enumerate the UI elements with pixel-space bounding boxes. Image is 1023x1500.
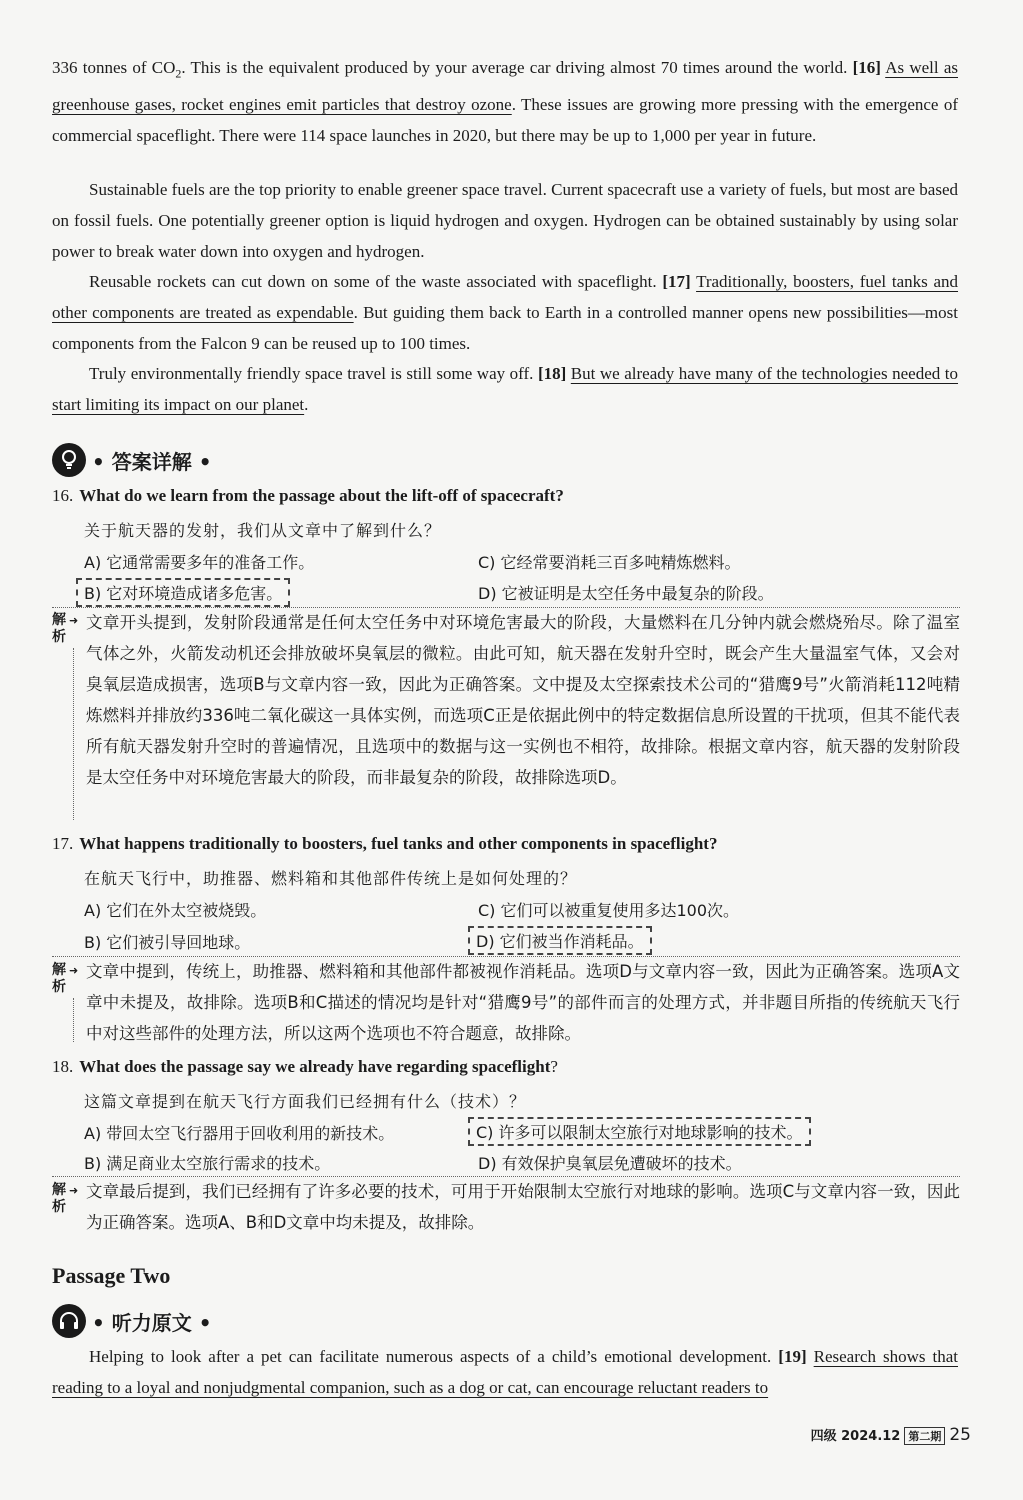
issue-tag: 第二期 <box>904 1427 945 1445</box>
explanation-label: 解析 ➜ <box>52 962 79 995</box>
question-17-option-b: B) 它们被引导回地球。 <box>84 933 251 952</box>
question-18-title: 18. What does the passage say we already have regarding spaceflight? <box>52 1057 558 1076</box>
question-18-chinese: 这篇文章提到在航天飞行方面我们已经拥有什么（技术）？ <box>84 1092 527 1111</box>
question-16-chinese: 关于航天器的发射，我们从文章中了解到什么？ <box>84 521 442 540</box>
question-16-correct-option-b: B) 它对环境造成诸多危害。 <box>76 578 290 607</box>
lightbulb-icon <box>52 443 86 477</box>
question-17-chinese: 在航天飞行中，助推器、燃料箱和其他部件传统上是如何处理的？ <box>84 869 578 888</box>
question-18-option-a: A) 带回太空飞行器用于回收利用的新技术。 <box>84 1124 395 1143</box>
passage-paragraph-2: Sustainable fuels are the top priority to enable greener space travel. Current spacecraft use a variety of fuels, but most are based on fossil fuels. One potentially greener option is liquid hydrogen and oxygen. Hydrogen can be obtained sustainably by using solar power to break water down into oxygen and hydrogen. <box>52 180 958 261</box>
passage-paragraph-1: 336 tonnes of $CO_2$. This is the equivalent produced by your average car driving almost 70 times around the world. [16] As well as greenhouse gases, rocket engines emit particles that destroy ozone. These issues are growing more pressing with the emergence of commercial spaceflight. There were 114 space launches in 2020, but there may be up to 1,000 per year in future. <box>52 58 958 146</box>
question-16-explanation: 文章开头提到，发射阶段通常是任何太空任务中对环境危害最大的阶段，大量燃料在几分钟内就会燃烧殆尽。除了温室气体之外，火箭发动机还会排放破坏臭氧层的微粒。由此可知，航天器在发射升空时，既会产生大量温室气体，又会对臭氧层造成损害，选项B与文章内容一致，因此为正确答案。文中提及太空探索技术公司的“猎鹰9号”火箭消耗112吨精炼燃料并排放约336吨二氧化碳这一具体实例，而选项C正是依据此例中的特定数据信息所设置的干扰项，但其不能代表所有航天器发射升空时的普遍情况，且选项中的数据与这一实例也不相符，故排除。根据文章内容，航天器的发射阶段是太空任务中对环境危害最大的阶段，而非最复杂的阶段，故排除选项D。 <box>86 613 960 787</box>
page-number: 25 <box>949 1425 971 1445</box>
explanation-label: 解析 ➜ <box>52 1182 79 1215</box>
question-18-explanation: 文章最后提到，我们已经拥有了许多必要的技术，可用于开始限制太空旅行对地球的影响。选项C与文章内容一致，因此为正确答案。选项A、B和D文章中均未提及，故排除。 <box>86 1182 960 1232</box>
question-17-option-a: A) 它们在外太空被烧毁。 <box>84 901 267 920</box>
passage-paragraph-4: Truly environmentally friendly space travel is still some way off. [18] But we already have many of the technologies needed to start limiting its impact on our planet. <box>52 364 959 414</box>
underlined-key-sentence: Research shows that reading to a loyal and nonjudgmental companion, such as a dog or cat, can encourage reluctant readers to <box>52 1347 958 1397</box>
answers-section-header: • 答案详解 • <box>52 443 212 477</box>
question-18-option-d: D) 有效保护臭氧层免遭破坏的技术。 <box>478 1154 742 1173</box>
listening-script-header: • 听力原文 • <box>52 1304 212 1338</box>
arrow-icon: ➜ <box>69 1184 79 1197</box>
page-footer <box>811 1425 971 1445</box>
question-18-correct-option-c: C) 许多可以限制太空旅行对地球影响的技术。 <box>468 1117 811 1146</box>
explanation-rule <box>73 998 74 1042</box>
question-marker: [17] <box>662 272 691 291</box>
question-17-title: 17. What happens traditionally to boosters, fuel tanks and other components in spaceflight? <box>52 834 718 853</box>
question-16-option-a: A) 它通常需要多年的准备工作。 <box>84 553 315 572</box>
arrow-icon: ➜ <box>69 964 79 977</box>
arrow-icon: ➜ <box>69 614 79 627</box>
passage-two-paragraph: Helping to look after a pet can facilitate numerous aspects of a child’s emotional development. [19] Research shows that reading to a loyal and nonjudgmental companion, such as a dog or cat, can encourage reluctant readers to <box>52 1347 958 1397</box>
explanation-label: 解析 ➜ <box>52 612 79 645</box>
question-16-option-d: D) 它被证明是太空任务中最复杂的阶段。 <box>478 584 774 603</box>
passage-two-title: Passage Two <box>52 1263 171 1288</box>
underlined-key-sentence: As well as greenhouse gases, rocket engines emit particles that destroy ozone <box>52 58 958 115</box>
question-16-option-c: C) 它经常要消耗三百多吨精炼燃料。 <box>478 553 741 572</box>
question-marker: [16] <box>852 58 881 77</box>
question-18-option-b: B) 满足商业太空旅行需求的技术。 <box>84 1154 331 1173</box>
question-marker: [18] <box>537 364 567 383</box>
question-16-title: 16. What do we learn from the passage about the lift-off of spacecraft? <box>52 486 564 505</box>
question-marker: [19] <box>778 1347 807 1366</box>
underlined-key-sentence: But we already have many of the technologies needed to start limiting its impact on our planet <box>52 364 959 414</box>
explanation-rule <box>73 648 74 820</box>
question-17-option-c: C) 它们可以被重复使用多达100次。 <box>478 901 740 920</box>
passage-paragraph-3: Reusable rockets can cut down on some of the waste associated with spaceflight. [17] Traditionally, boosters, fuel tanks and other components are treated as expendable. But guiding them back to Earth in a controlled manner opens new possibilities—most components from the Falcon 9 can be reused up to 100 times. <box>52 272 959 353</box>
underlined-key-sentence: Traditionally, boosters, fuel tanks and other components are treated as expendable <box>52 272 959 322</box>
headphones-icon <box>52 1304 86 1338</box>
question-17-correct-option-d: D) 它们被当作消耗品。 <box>468 926 652 955</box>
issue-label: 四级 2024.12 <box>810 1429 901 1444</box>
question-17-explanation: 文章中提到，传统上，助推器、燃料箱和其他部件都被视作消耗品。选项D与文章内容一致，因此为正确答案。选项A文章中未提及，故排除。选项B和C描述的情况均是针对“猎鹰9号”的部件而言的处理方式，并非题目所指的传统航天飞行中对这些部件的处理方法，所以这两个选项也不符合题意，故排除。 <box>86 962 960 1043</box>
